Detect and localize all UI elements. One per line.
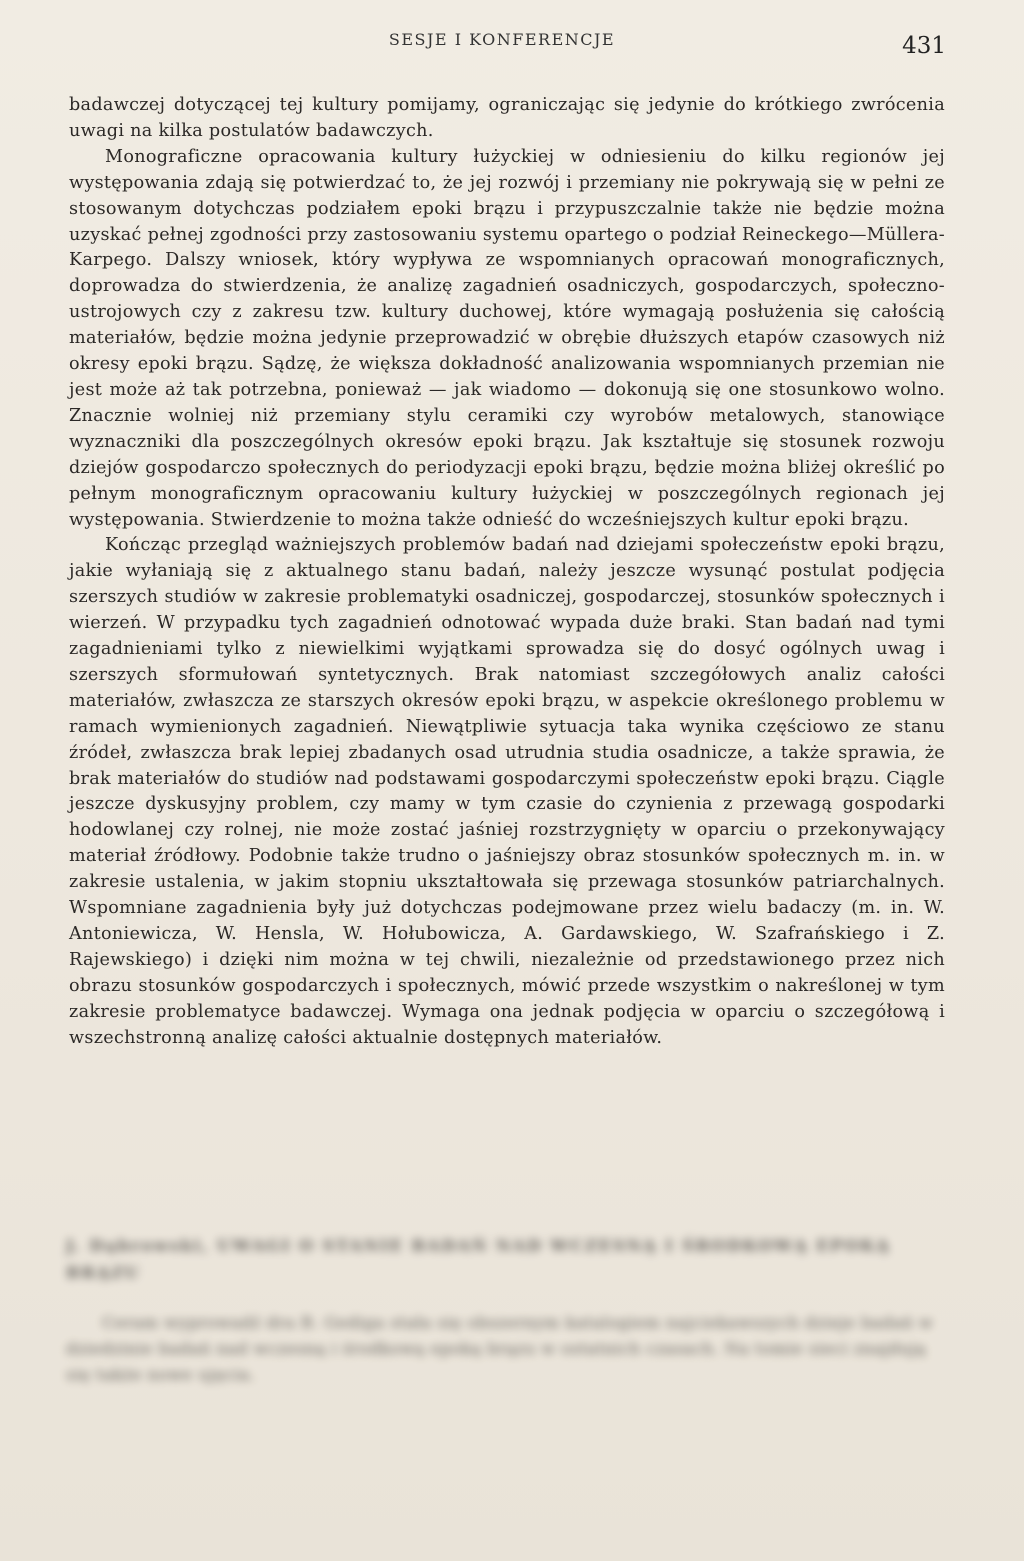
running-head: SESJE I KONFERENCJE [388,30,616,49]
paragraph: Kończąc przegląd ważniejszych problemów badań nad dziejami społeczeństw epoki brązu, jakie wyłaniają się z aktualnego stanu badań, należy jeszcze wysunąć postulat podjęcia szerszych studiów w zakresie problematyki osadniczej, gospodarczej, stosunków społecznych i wierzeń. W przypadku tych zagadnień odnotować wypada duże braki. Stan badań nad tymi zagadnieniami tylko z niewielkimi wyjątkami sprowadza się do dosyć ogólnych uwag i szerszych sformułowań syntetycznych. Brak natomiast szczegółowych analiz całości materiałów, zwłaszcza ze starszych okresów epoki brązu, w aspekcie określonego problemu w ramach wymienionych zagadnień. Niewątpliwie sytuacja taka wynika częściowo ze stanu źródeł, zwłaszcza brak lepiej zbadanych osad utrudnia studia osadnicze, a także sprawia, że brak materiałów do studiów nad podstawami gospodarczymi społeczeństw epoki brązu. Ciągle jeszcze dyskusyjny problem, czy mamy w tym czasie do czynienia z przewagą gospodarki hodowlanej czy rolnej, nie może zostać jaśniej rozstrzygnięty w oparciu o przekonywający materiał źródłowy. Podobnie także trudno o jaśniejszy obraz stosunków społecznych m. in. w zakresie ustalenia, w jakim stopniu ukształtowała się przewaga stosunków patriarchalnych. Wspomniane zagadnienia były już dotychczas podejmowane przez wielu badaczy (m. in. W. Antoniewicza, W. Hensla, W. Hołubowicza, A. Gardawskiego, W. Szafrańskiego i Z. Rajewskiego) i dzięki nim można w tej chwili, niezależnie od przedstawionego przez nich obrazu stosunków gospodarczych i społecznych, mówić przede wszystkim o nakreślonej w tym zakresie problematyce badawczej. Wymaga ona jednak podjęcia w oparciu o szczegółową i wszechstronną analizę całości aktualnie dostępnych materiałów. [69,535,945,1048]
paragraph: Monograficzne opracowania kultury łużyckiej w odniesieniu do kilku regionów jej występowania zdają się potwierdzać to, że jej rozwój i przemiany nie pokrywają się w pełni ze stosowanym dotychczas podziałem epoki brązu i przypuszczalnie także nie będzie można uzyskać pełnej zgodności przy zastosowaniu systemu opartego o podział Reineckego—Müllera-Karpego. Dalszy wniosek, który wypływa ze wspomnianych opracowań monograficznych, doprowadza do stwierdzenia, że analizę zagadnień osadniczych, gospodarczych, społeczno-ustrojowych czy z zakresu tzw. kultury duchowej, które wymagają posłużenia się całością materiałów, będzie można jedynie przeprowadzić w obrębie dłuższych etapów czasowych niż okresy epoki brązu. Sądzę, że większa dokładność analizowania wspomnianych przemian nie jest może aż tak potrzebna, ponieważ — jak wiadomo — dokonują się one stosunkowo wolno. Znacznie wolniej niż przemiany stylu ceramiki czy wyrobów metalowych, stanowiące wyznaczniki dla poszczególnych okresów epoki brązu. Jak kształtuje się stosunek rozwoju dziejów gospodarczo społecznych do periodyzacji epoki brązu, będzie można bliżej określić po pełnym monograficznym opracowaniu kultury łużyckiej w poszczególnych regionach jej występowania. Stwierdzenie to można także odnieść do wcześniejszych kultur epoki brązu. [69,146,945,530]
paragraph: badawczej dotyczącej tej kultury pomijamy, ograniczając się jedynie do krótkiego zwrócenia uwagi na kilka postulatów badawczych. [69,95,945,141]
obscured-body [66,1310,946,1388]
obscured-section [66,1232,946,1388]
article-body [69,93,945,1052]
obscured-paragraph: Ceram wyprowadź dra B. Gediga stała się obszernym katalogiem najciekawszych dzieje badań w dziedzinie badań nad wczesną i środkową epoką brązu w ostatnich czasach. Na tomie sieci znajdują się także nowe ujęcia. [66,1313,934,1384]
obscured-heading: J. Dąbrowski, UWAGI O STANIE BADAŃ NAD WCZESNĄ I ŚRODKOWĄ EPOKĄ BRĄZU [66,1236,891,1282]
page-number: 431 [902,33,946,59]
